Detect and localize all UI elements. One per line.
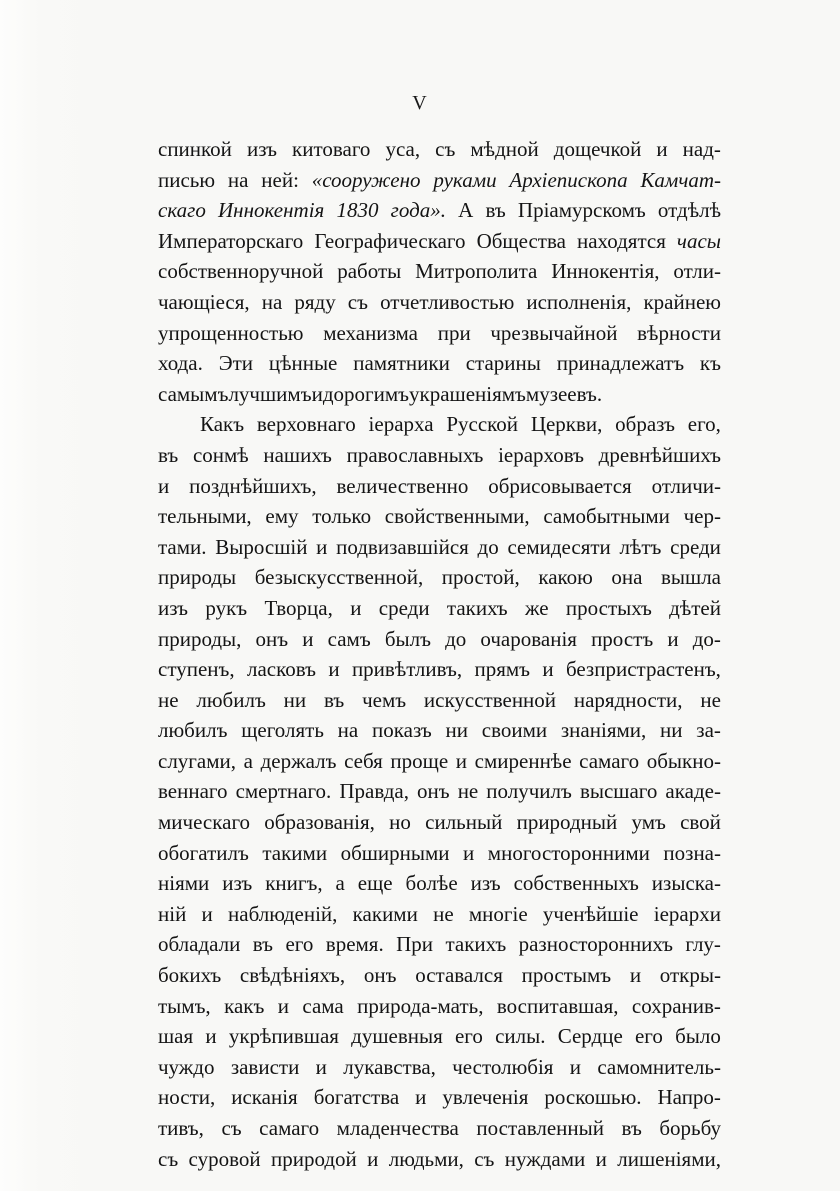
text-line: тами. Выросшій и подвизавшійся до семидесяти лѣтъ среди xyxy=(158,534,721,559)
text-line: обогатилъ такими обширными и многосторонними позна- xyxy=(158,840,721,865)
text-line: ній и наблюденій, какими не многіе ученѣйшіе іерархи xyxy=(158,901,721,926)
text-line: ности, исканія богатства и увлеченія роскошью. Напро- xyxy=(158,1085,721,1110)
text-line: природы, онъ и самъ былъ до очарованія простъ и до- xyxy=(158,626,721,651)
text-line: ніями изъ книгъ, а еще болѣе изъ собственныхъ изыска- xyxy=(158,871,721,896)
text-line: ступенъ, ласковъ и привѣтливъ, прямъ и безпристрастенъ, xyxy=(158,657,721,682)
text-line: съ суровой природой и людьми, съ нуждами и лишеніями, xyxy=(158,1146,721,1171)
text-line: Императорскаго Географическаго Общества находятся часы xyxy=(158,228,721,253)
text-line: тымъ, какъ и сама природа-мать, воспитавшая, сохранив- xyxy=(158,993,721,1018)
text-line: обладали въ его время. При такихъ разностороннихъ глу- xyxy=(158,932,721,957)
text-line: бокихъ свѣдѣніяхъ, онъ оставался простымъ и откры- xyxy=(158,963,721,988)
text-line: спинкой изъ китоваго уса, съ мѣдной дощечкой и над- xyxy=(158,137,721,161)
text-line: писью на ней: «сооружено руками Архіепископа Камчат- xyxy=(158,167,721,192)
text-line: скаго Иннокентія 1830 года». А въ Пріамурскомъ отдѣлѣ xyxy=(158,198,721,223)
text-line: мическаго образованія, но сильный природный умъ свой xyxy=(158,810,721,835)
page-number: V xyxy=(412,92,428,114)
text-line: изъ рукъ Творца, и среди такихъ же простыхъ дѣтей xyxy=(158,595,721,620)
text-line: упрощенностью механизма при чрезвычайной вѣрности xyxy=(158,320,721,345)
text-line: и позднѣйшихъ, величественно обрисовывается отличи- xyxy=(158,473,721,498)
text-line: чуждо зависти и лукавства, честолюбія и самомнитель- xyxy=(158,1054,721,1079)
text-line: собственноручной работы Митрополита Иннокентія, отли- xyxy=(158,259,721,284)
text-line: слугами, а держалъ себя проще и смиреннѣе самаго обыкно- xyxy=(158,748,721,773)
text-line: самымъ лучшимъ и дорогимъ украшеніямъ музеевъ. xyxy=(158,381,603,406)
text-line: въ сонмѣ нашихъ православныхъ іерарховъ древнѣйшихъ xyxy=(158,442,721,467)
text-line: тельными, ему только свойственными, самобытными чер- xyxy=(158,504,721,529)
text-line: чающіеся, на ряду съ отчетливостью исполненія, крайнею xyxy=(158,289,721,314)
text-line: любилъ щеголять на показъ ни своими знаніями, ни за- xyxy=(158,718,721,743)
text-line: природы безыскусственной, простой, какою она вышла xyxy=(158,565,721,590)
body-text xyxy=(158,134,721,1174)
text-line: хода. Эти цѣнные памятники старины принадлежатъ къ xyxy=(158,351,721,376)
text-line: Какъ верховнаго іерарха Русской Церкви, образъ его, xyxy=(200,412,721,437)
text-line: тивъ, съ самаго младенчества поставленный въ борьбу xyxy=(158,1116,721,1140)
text-line: веннаго смертнаго. Правда, онъ не получилъ высшаго акаде- xyxy=(158,779,721,804)
text-line: не любилъ ни въ чемъ искусственной нарядности, не xyxy=(158,687,721,712)
text-line: шая и укрѣпившая душевныя его силы. Сердце его было xyxy=(158,1024,721,1049)
